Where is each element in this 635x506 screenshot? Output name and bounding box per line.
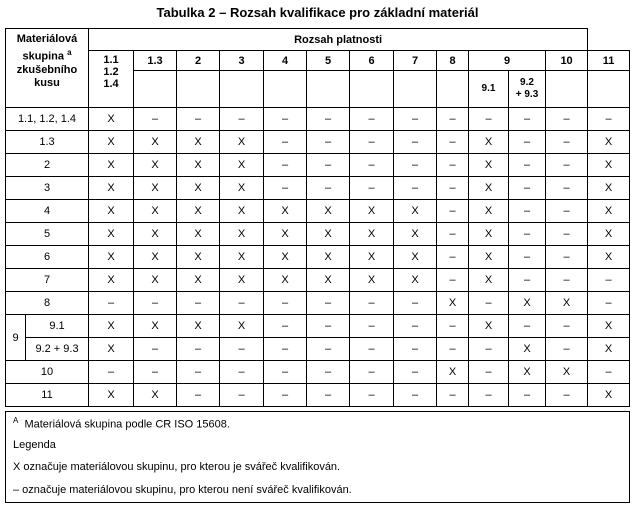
table-cell: – bbox=[220, 108, 264, 131]
table-cell: – bbox=[220, 292, 264, 315]
table-cell: – bbox=[220, 384, 264, 407]
table-cell: – bbox=[588, 108, 630, 131]
table-cell: X bbox=[469, 177, 509, 200]
table-cell: X bbox=[588, 200, 630, 223]
table-cell: – bbox=[307, 384, 350, 407]
table-cell: X bbox=[134, 154, 177, 177]
table-cell: – bbox=[264, 177, 307, 200]
table-cell: X bbox=[220, 223, 264, 246]
footnote-text: Materiálová skupina podle CR ISO 15608. bbox=[24, 418, 230, 431]
table-cell: – bbox=[437, 246, 469, 269]
table-cell: – bbox=[437, 338, 469, 361]
table-cell: – bbox=[394, 338, 437, 361]
table-cell: – bbox=[134, 338, 177, 361]
table-cell: – bbox=[89, 361, 134, 384]
column-header-blank bbox=[264, 71, 307, 108]
table-cell: – bbox=[220, 338, 264, 361]
table-cell: – bbox=[509, 177, 546, 200]
column-header: 1.3 bbox=[134, 51, 177, 71]
table-cell: – bbox=[437, 269, 469, 292]
table-cell: X bbox=[177, 131, 220, 154]
table-cell: – bbox=[177, 292, 220, 315]
column-header-blank bbox=[588, 71, 630, 108]
table-cell: – bbox=[469, 384, 509, 407]
row-label: 8 bbox=[6, 292, 89, 315]
table-cell: – bbox=[509, 108, 546, 131]
table-cell: X bbox=[588, 246, 630, 269]
table-cell: – bbox=[264, 292, 307, 315]
table-cell: X bbox=[220, 131, 264, 154]
table-cell: X bbox=[264, 246, 307, 269]
table-cell: X bbox=[89, 131, 134, 154]
table-cell: – bbox=[588, 361, 630, 384]
table-cell: – bbox=[134, 108, 177, 131]
table-cell: – bbox=[437, 177, 469, 200]
column-header: 11 bbox=[588, 51, 630, 71]
table-cell: X bbox=[177, 269, 220, 292]
corner-header-line: Materiálová bbox=[16, 33, 78, 45]
column-header: 7 bbox=[394, 51, 437, 71]
table-cell: X bbox=[350, 200, 394, 223]
table-cell: – bbox=[134, 292, 177, 315]
table-cell: X bbox=[220, 177, 264, 200]
column-header-blank bbox=[307, 71, 350, 108]
table-row bbox=[6, 177, 630, 200]
table-cell: X bbox=[469, 269, 509, 292]
table-cell: X bbox=[307, 200, 350, 223]
table-cell: X bbox=[89, 223, 134, 246]
table-cell: X bbox=[588, 223, 630, 246]
table-cell: – bbox=[177, 384, 220, 407]
table-cell: X bbox=[437, 361, 469, 384]
table-cell: X bbox=[588, 177, 630, 200]
table-cell: – bbox=[394, 384, 437, 407]
table-cell: X bbox=[177, 246, 220, 269]
table-cell: X bbox=[307, 269, 350, 292]
table-cell: – bbox=[546, 223, 588, 246]
table-row bbox=[6, 223, 630, 246]
table-cell: X bbox=[134, 269, 177, 292]
table-cell: – bbox=[588, 292, 630, 315]
table-cell: X bbox=[509, 292, 546, 315]
table-cell: – bbox=[307, 154, 350, 177]
table-cell: – bbox=[350, 315, 394, 338]
table-cell: – bbox=[307, 177, 350, 200]
table-cell: X bbox=[394, 269, 437, 292]
table-cell: X bbox=[134, 223, 177, 246]
table-cell: – bbox=[350, 108, 394, 131]
table-cell: – bbox=[350, 154, 394, 177]
table-cell: – bbox=[437, 154, 469, 177]
subcolumn-header: 9.1 bbox=[469, 71, 509, 108]
table-row bbox=[6, 246, 630, 269]
table-cell: X bbox=[264, 200, 307, 223]
table-cell: – bbox=[264, 108, 307, 131]
table-cell: – bbox=[220, 361, 264, 384]
table-cell: – bbox=[546, 338, 588, 361]
table-cell: X bbox=[588, 315, 630, 338]
table-cell: X bbox=[89, 246, 134, 269]
table-cell: X bbox=[307, 246, 350, 269]
subcolumn-header: 9.2 + 9.3 bbox=[509, 71, 546, 108]
table-cell: X bbox=[437, 292, 469, 315]
table-cell: – bbox=[394, 131, 437, 154]
table-cell: – bbox=[546, 200, 588, 223]
table-cell: – bbox=[469, 108, 509, 131]
legend-title: Legenda bbox=[13, 439, 56, 451]
column-header-blank bbox=[437, 71, 469, 108]
table-cell: – bbox=[264, 361, 307, 384]
qualification-table bbox=[5, 28, 630, 407]
table-cell: X bbox=[220, 154, 264, 177]
corner-header bbox=[6, 29, 89, 108]
table-cell: – bbox=[350, 361, 394, 384]
table-cell: X bbox=[220, 315, 264, 338]
table-cell: – bbox=[509, 269, 546, 292]
table-cell: – bbox=[177, 361, 220, 384]
table-cell: X bbox=[177, 223, 220, 246]
table-cell: X bbox=[177, 315, 220, 338]
table-cell: X bbox=[350, 269, 394, 292]
table-cell: X bbox=[177, 154, 220, 177]
column-header-blank bbox=[220, 71, 264, 108]
column-header: 2 bbox=[177, 51, 220, 71]
column-header: 8 bbox=[437, 51, 469, 71]
table-cell: X bbox=[546, 361, 588, 384]
column-header: 4 bbox=[264, 51, 307, 71]
corner-footnote-mark: a bbox=[67, 48, 72, 57]
table-cell: X bbox=[89, 108, 134, 131]
table-cell: X bbox=[89, 269, 134, 292]
row-label: 3 bbox=[6, 177, 89, 200]
column-header: 5 bbox=[307, 51, 350, 71]
column-header-blank bbox=[177, 71, 220, 108]
table-cell: – bbox=[588, 269, 630, 292]
table-cell: – bbox=[307, 338, 350, 361]
table-cell: X bbox=[220, 269, 264, 292]
table-cell: – bbox=[394, 361, 437, 384]
table-cell: X bbox=[469, 200, 509, 223]
table-cell: – bbox=[509, 246, 546, 269]
table-cell: – bbox=[546, 154, 588, 177]
column-header: 10 bbox=[546, 51, 588, 71]
table-cell: – bbox=[394, 154, 437, 177]
table-cell: – bbox=[469, 361, 509, 384]
table-cell: X bbox=[546, 292, 588, 315]
table-cell: – bbox=[307, 361, 350, 384]
table-cell: – bbox=[469, 292, 509, 315]
column-header-blank bbox=[134, 71, 177, 108]
table-cell: – bbox=[546, 246, 588, 269]
table-cell: – bbox=[437, 200, 469, 223]
table-cell: – bbox=[264, 154, 307, 177]
table-cell: X bbox=[220, 246, 264, 269]
table-cell: X bbox=[394, 223, 437, 246]
table-row bbox=[6, 131, 630, 154]
legend-dash: – označuje materiálovou skupinu, pro kterou není svářeč kvalifikován. bbox=[13, 484, 352, 496]
table-cell: – bbox=[546, 131, 588, 154]
table-cell: X bbox=[89, 338, 134, 361]
table-row bbox=[6, 200, 630, 223]
row-label: 5 bbox=[6, 223, 89, 246]
column-header: 3 bbox=[220, 51, 264, 71]
table-cell: X bbox=[469, 131, 509, 154]
table-cell: X bbox=[89, 177, 134, 200]
table-cell: – bbox=[546, 177, 588, 200]
table-cell: – bbox=[307, 108, 350, 131]
table-cell: X bbox=[350, 246, 394, 269]
table-row bbox=[6, 384, 630, 407]
table-cell: X bbox=[394, 246, 437, 269]
table-cell: – bbox=[546, 269, 588, 292]
row-label: 9.1 bbox=[26, 315, 89, 338]
table-cell: X bbox=[177, 200, 220, 223]
table-cell: X bbox=[469, 246, 509, 269]
table-cell: – bbox=[177, 338, 220, 361]
table-cell: – bbox=[350, 177, 394, 200]
table-cell: – bbox=[134, 361, 177, 384]
table-cell: – bbox=[307, 315, 350, 338]
row-label: 11 bbox=[6, 384, 89, 407]
notes-box bbox=[5, 411, 630, 503]
row-label: 1.3 bbox=[6, 131, 89, 154]
table-row bbox=[6, 269, 630, 292]
table-cell: – bbox=[307, 131, 350, 154]
table-row bbox=[6, 292, 630, 315]
table-row bbox=[6, 315, 630, 338]
column-header: 9 bbox=[469, 51, 546, 71]
table-cell: X bbox=[588, 131, 630, 154]
table-cell: – bbox=[394, 108, 437, 131]
table-cell: – bbox=[89, 292, 134, 315]
table-cell: – bbox=[437, 131, 469, 154]
table-cell: X bbox=[134, 384, 177, 407]
row-label: 10 bbox=[6, 361, 89, 384]
table-cell: – bbox=[394, 292, 437, 315]
table-cell: X bbox=[469, 315, 509, 338]
table-cell: X bbox=[509, 338, 546, 361]
table-cell: – bbox=[350, 338, 394, 361]
row-label: 4 bbox=[6, 200, 89, 223]
table-cell: – bbox=[546, 384, 588, 407]
table-row bbox=[6, 154, 630, 177]
table-cell: X bbox=[307, 223, 350, 246]
row-label: 7 bbox=[6, 269, 89, 292]
table-cell: X bbox=[264, 223, 307, 246]
table-cell: – bbox=[264, 338, 307, 361]
table-row bbox=[6, 361, 630, 384]
table-cell: X bbox=[350, 223, 394, 246]
table-cell: X bbox=[89, 384, 134, 407]
table-cell: – bbox=[307, 292, 350, 315]
column-header-blank bbox=[394, 71, 437, 108]
table-cell: – bbox=[437, 108, 469, 131]
table-cell: – bbox=[177, 108, 220, 131]
column-header-blank bbox=[350, 71, 394, 108]
table-cell: X bbox=[469, 154, 509, 177]
column-header: 1.1 1.2 1.4 bbox=[89, 51, 134, 108]
corner-header-line: kusu bbox=[34, 76, 60, 89]
table-cell: – bbox=[546, 315, 588, 338]
table-row bbox=[6, 338, 630, 361]
table-cell: – bbox=[509, 200, 546, 223]
row-label: 2 bbox=[6, 154, 89, 177]
table-cell: X bbox=[134, 131, 177, 154]
footnote-mark: A bbox=[13, 416, 19, 425]
footnote bbox=[13, 416, 230, 431]
table-cell: X bbox=[134, 177, 177, 200]
table-cell: X bbox=[134, 200, 177, 223]
table-cell: – bbox=[509, 131, 546, 154]
legend-x: X označuje materiálovou skupinu, pro kterou je svářeč kvalifikován. bbox=[13, 461, 341, 473]
table-cell: – bbox=[264, 315, 307, 338]
group-label: 9 bbox=[6, 315, 26, 361]
corner-header-line: skupina bbox=[22, 50, 65, 63]
table-cell: – bbox=[509, 154, 546, 177]
table-cell: X bbox=[394, 200, 437, 223]
table-cell: X bbox=[588, 338, 630, 361]
table-cell: – bbox=[264, 131, 307, 154]
table-cell: X bbox=[177, 177, 220, 200]
table-cell: X bbox=[588, 154, 630, 177]
table-cell: – bbox=[350, 292, 394, 315]
corner-header-line: zkušebního bbox=[16, 63, 78, 76]
table-cell: – bbox=[350, 131, 394, 154]
table-cell: X bbox=[509, 361, 546, 384]
table-cell: X bbox=[89, 315, 134, 338]
table-cell: X bbox=[264, 269, 307, 292]
table-cell: – bbox=[394, 315, 437, 338]
column-header-blank bbox=[546, 71, 588, 108]
column-header: 6 bbox=[350, 51, 394, 71]
table-cell: – bbox=[437, 315, 469, 338]
table-cell: X bbox=[134, 315, 177, 338]
table-cell: X bbox=[588, 384, 630, 407]
table-row bbox=[6, 108, 630, 131]
table-cell: X bbox=[134, 246, 177, 269]
table-cell: X bbox=[469, 223, 509, 246]
table-cell: – bbox=[437, 384, 469, 407]
table-cell: – bbox=[509, 223, 546, 246]
table-title: Tabulka 2 – Rozsah kvalifikace pro základní materiál bbox=[156, 5, 479, 20]
table-cell: X bbox=[89, 154, 134, 177]
table-cell: – bbox=[350, 384, 394, 407]
row-label: 6 bbox=[6, 246, 89, 269]
table-cell: – bbox=[437, 223, 469, 246]
table-cell: – bbox=[509, 315, 546, 338]
table-cell: – bbox=[264, 384, 307, 407]
table-cell: – bbox=[509, 384, 546, 407]
table-cell: – bbox=[469, 338, 509, 361]
table-cell: X bbox=[89, 200, 134, 223]
table-cell: – bbox=[394, 177, 437, 200]
row-label: 1.1, 1.2, 1.4 bbox=[6, 108, 89, 131]
table-cell: X bbox=[220, 200, 264, 223]
span-header: Rozsah platnosti bbox=[89, 29, 588, 51]
row-label: 9.2 + 9.3 bbox=[26, 338, 89, 361]
table-cell: – bbox=[546, 108, 588, 131]
